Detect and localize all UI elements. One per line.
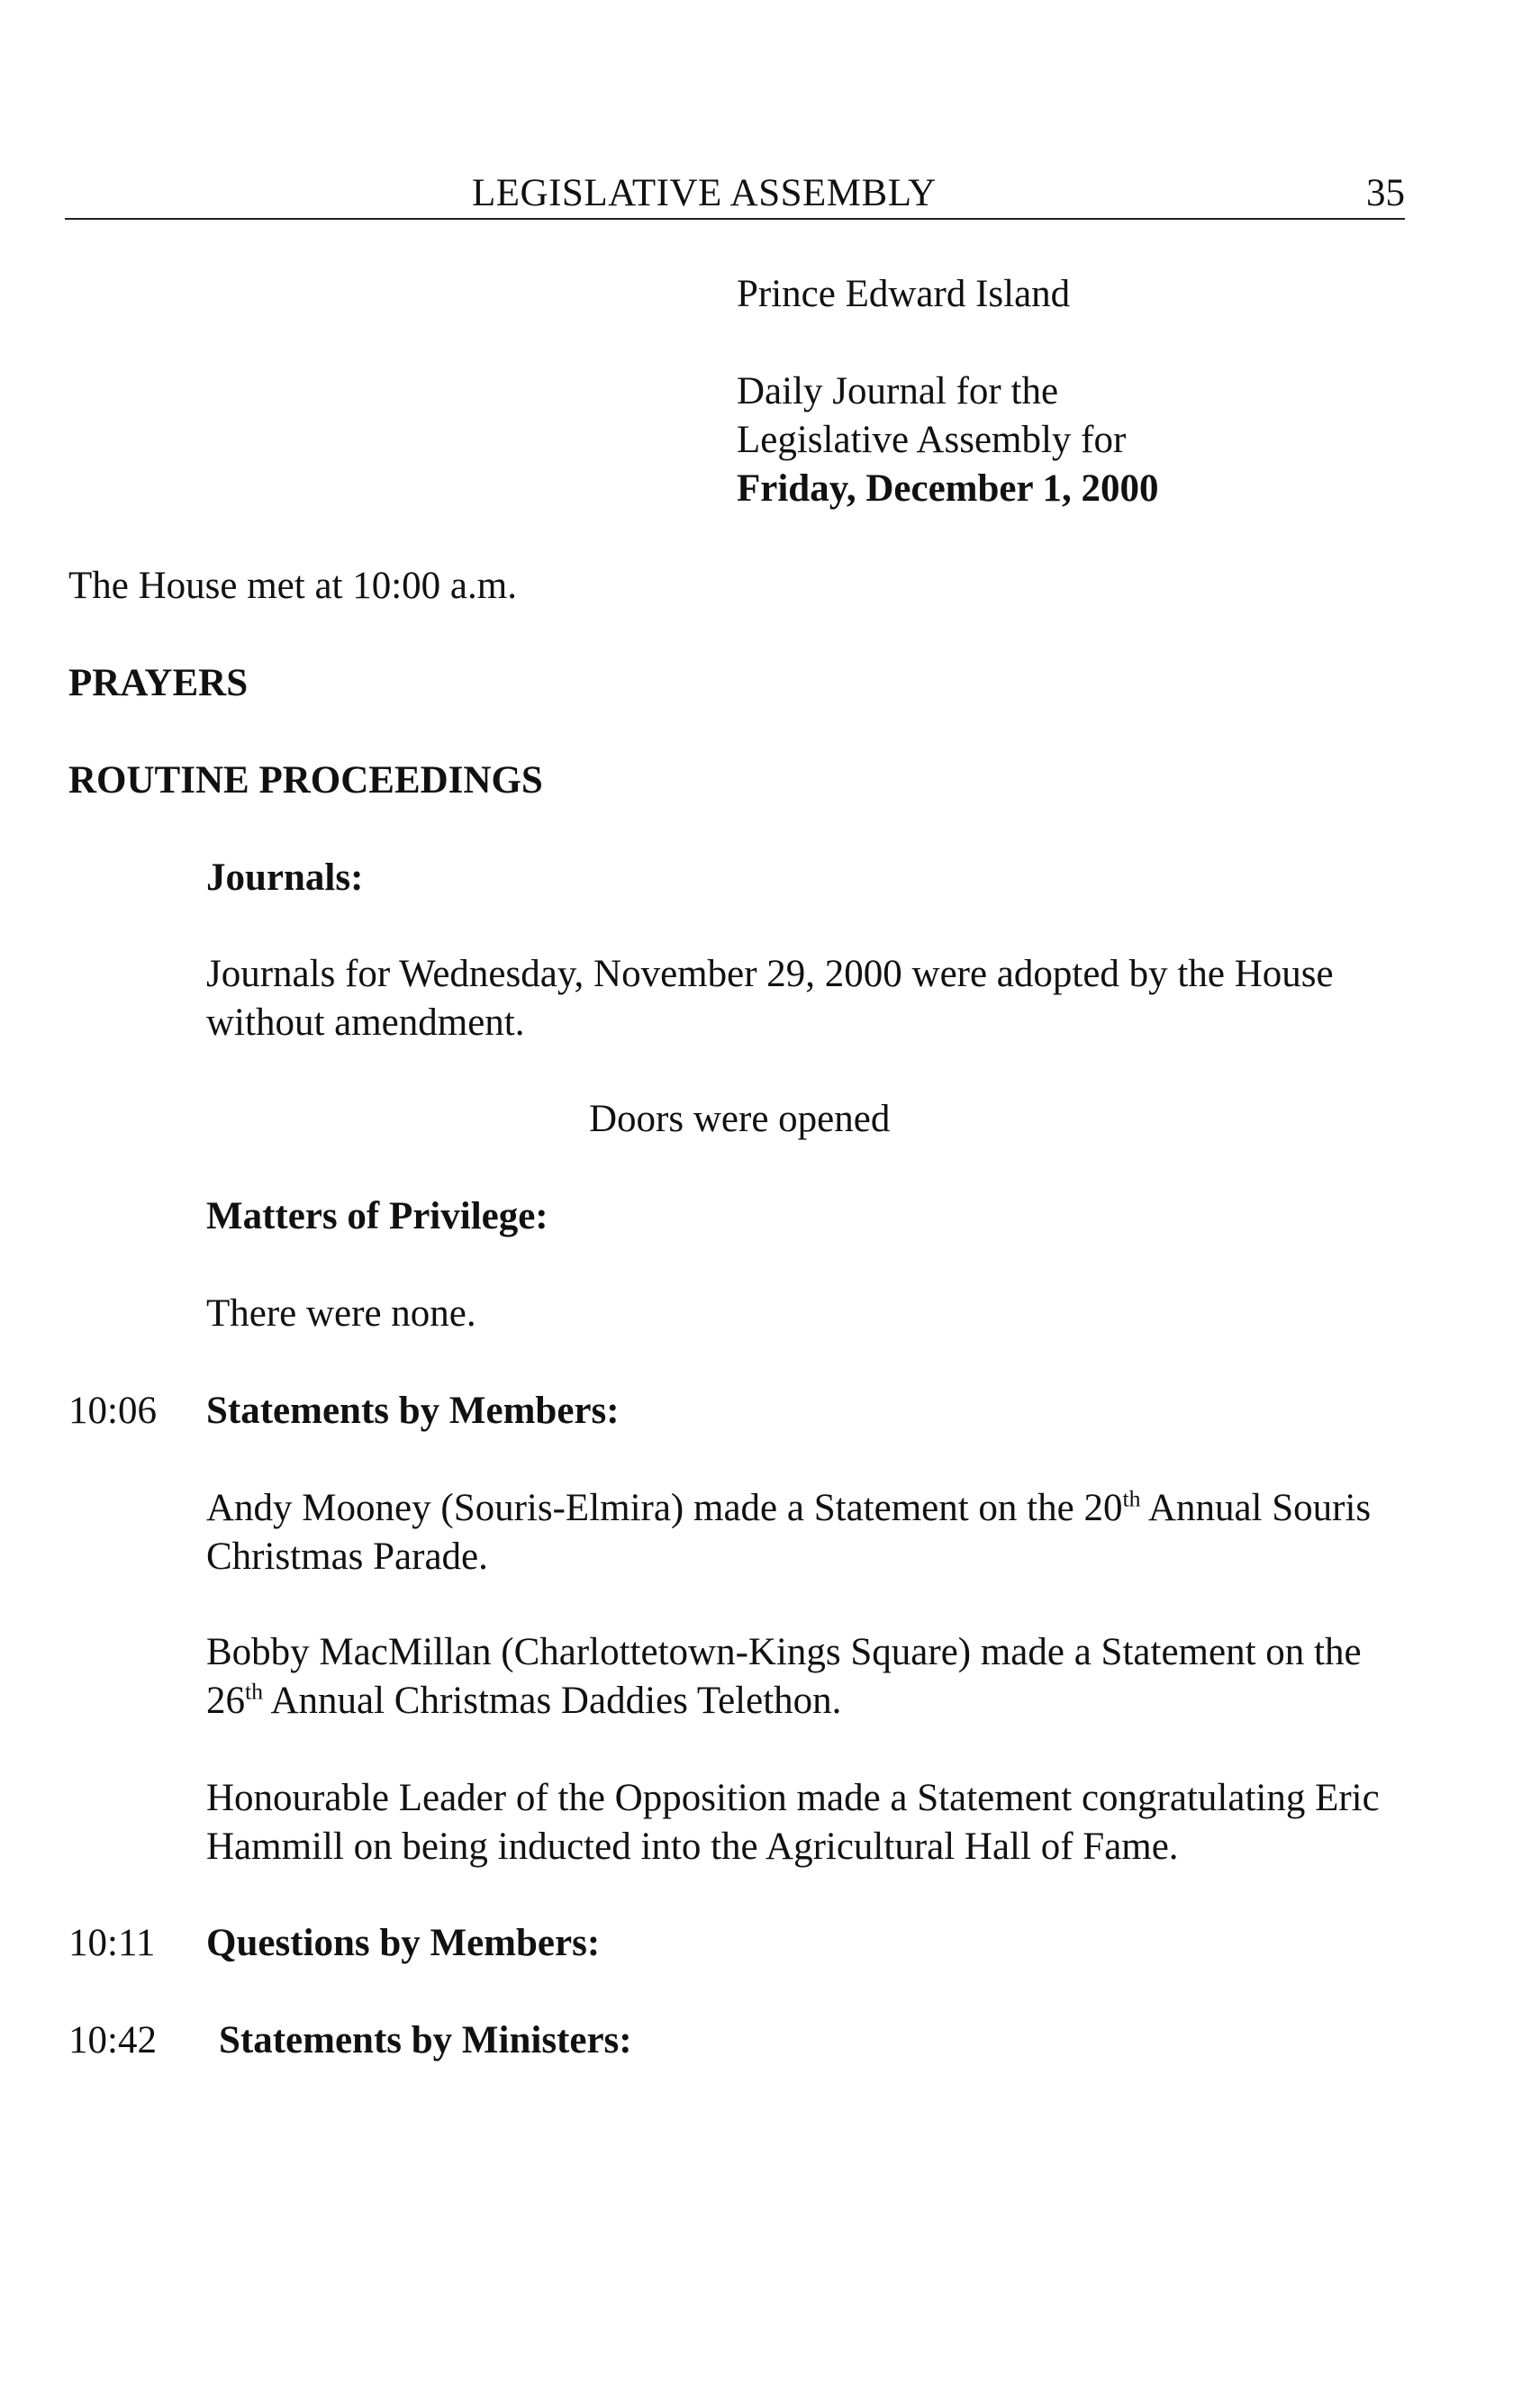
journal-title-line-2: Legislative Assembly for: [737, 419, 1127, 461]
questions-heading: Questions by Members:: [206, 1922, 601, 1964]
statements-ministers-time: 10:42: [68, 2019, 157, 2061]
statement-1-line-1: [206, 1484, 1371, 1533]
statement-2-text-a: 26: [206, 1680, 245, 1722]
privilege-heading: Matters of Privilege:: [206, 1195, 548, 1237]
journal-date: Friday, December 1, 2000: [737, 467, 1159, 510]
statements-ministers-heading: Statements by Ministers:: [219, 2019, 632, 2061]
statements-members-time: 10:06: [68, 1390, 157, 1432]
journal-title-line-1: Daily Journal for the: [737, 370, 1059, 412]
statement-2-text-b: Annual Christmas Daddies Telethon.: [263, 1680, 842, 1722]
routine-proceedings-heading: ROUTINE PROCEEDINGS: [68, 759, 543, 802]
statement-2-line-2: [206, 1677, 841, 1726]
doors-opened-note: Doors were opened: [589, 1098, 891, 1140]
page-number: 35: [1366, 172, 1405, 214]
journals-text-line-2: without amendment.: [206, 1001, 525, 1044]
statement-2-line-1: Bobby MacMillan (Charlottetown-Kings Square) made a Statement on the: [206, 1631, 1362, 1673]
statements-members-heading: Statements by Members:: [206, 1390, 620, 1432]
journals-heading: Journals:: [206, 856, 364, 899]
statement-1-line-2: Christmas Parade.: [206, 1536, 488, 1578]
house-met-line: The House met at 10:00 a.m.: [68, 565, 517, 607]
statement-3-line-1: Honourable Leader of the Opposition made a Statement congratulating Eric: [206, 1777, 1380, 1819]
ordinal-suffix: th: [1122, 1485, 1141, 1512]
questions-time: 10:11: [68, 1922, 156, 1964]
journals-text-line-1: Journals for Wednesday, November 29, 2000 were adopted by the House: [206, 953, 1334, 995]
statement-1-text-a: Andy Mooney (Souris-Elmira) made a Statement on the 20: [206, 1487, 1123, 1529]
privilege-text: There were none.: [206, 1292, 476, 1335]
statement-3-line-2: Hammill on being inducted into the Agricultural Hall of Fame.: [206, 1826, 1179, 1868]
header-rule: [65, 218, 1405, 220]
ordinal-suffix: th: [245, 1678, 264, 1705]
prayers-heading: PRAYERS: [68, 662, 249, 704]
statement-1-text-b: Annual Souris: [1140, 1487, 1372, 1529]
running-head: [65, 169, 1405, 220]
province-name: Prince Edward Island: [737, 273, 1071, 315]
running-head-title: LEGISLATIVE ASSEMBLY: [472, 172, 937, 214]
